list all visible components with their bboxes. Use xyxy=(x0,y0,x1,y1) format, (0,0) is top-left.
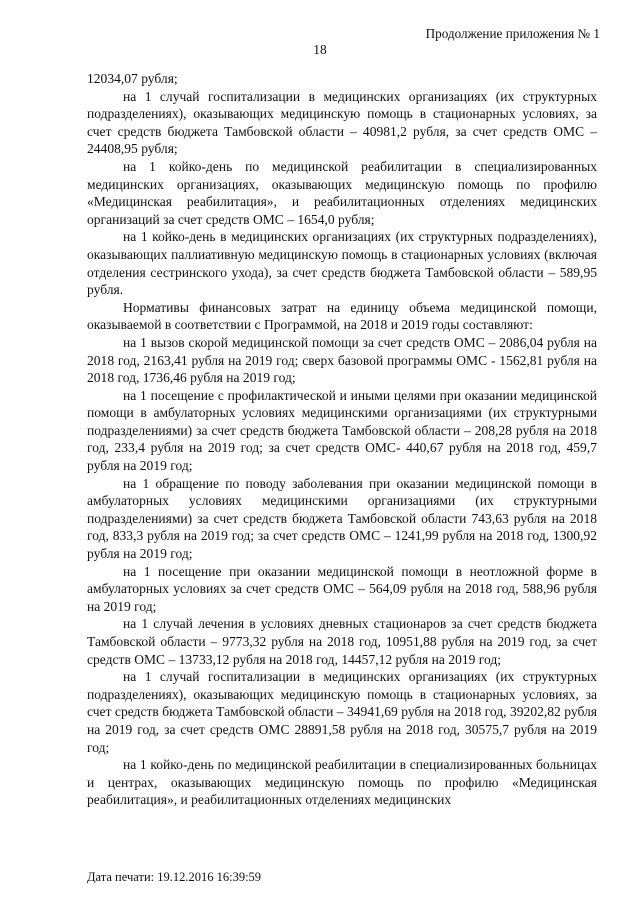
paragraph: 12034,07 рубля; xyxy=(87,71,178,86)
paragraph: на 1 случай госпитализации в медицинских организациях (их структурных подразделениях), оказывающих медицинскую помощь в стационарных условиях, за счет средств бюджета Тамбовской области – 40981,2 рубля, за счет средств ОМС – 24408,95 рубля; xyxy=(87,88,597,157)
page-number: 18 xyxy=(313,42,327,57)
paragraph: на 1 койко-день по медицинской реабилитации в специализированных медицинских организациях, оказывающих медицинскую помощь по профилю «Медицинская реабилитация», и реабилитационных отделениях медицинских организаций за счет средств ОМС – 1654,0 рубля; xyxy=(87,158,597,227)
paragraph: на 1 вызов скорой медицинской помощи за счет средств ОМС – 2086,04 рубля на 2018 год, 2163,41 рубля на 2019 год; сверх базовой программы ОМС - 1562,81 рубля на 2018 год, 1736,46 рубля на 2019 год; xyxy=(87,334,597,386)
appendix-note: Продолжение приложения № 1 xyxy=(425,26,600,41)
paragraph: на 1 посещение при оказании медицинской помощи в неотложной форме в амбулаторных условиях за счет средств ОМС – 564,09 рубля на 2018 год, 588,96 рубля на 2019 год; xyxy=(87,563,597,614)
print-date: Дата печати: 19.12.2016 16:39:59 xyxy=(87,870,262,884)
paragraph: на 1 обращение по поводу заболевания при оказании медицинской помощи в амбулаторных условиях медицинскими организациями (их структурными подразделениями) за счет средств бюджета Тамбовской области 743,63 рубля на 2018 год, 833,3 рубля на 2019 год; за счет средств ОМС – 1241,99 рубля на 2018 год, 1300,92 рубля на 2019 год; xyxy=(87,475,597,562)
paragraph: на 1 случай лечения в условиях дневных стационаров за счет средств бюджета Тамбовской области – 9773,32 рубля на 2018 год, 10951,88 рубля на 2019 год, за счет средств ОМС – 13733,12 рубля на 2018 год, 14457,12 рубля на 2019 год; xyxy=(87,616,597,667)
paragraph: на 1 посещение с профилактической и иными целями при оказании медицинской помощи в амбулаторных условиях медицинскими организациями (их структурными подразделениями) за счет средств бюджета Тамбовской области – 208,28 рубля на 2018 год, 233,4 рубля на 2019 год; за счет средств ОМС- 440,67 рубля на 2018 год, 459,7 рубля на 2019 год; xyxy=(87,387,597,474)
paragraph: на 1 койко-день в медицинских организациях (их структурных подразделениях), оказывающих паллиативную медицинскую помощь в стационарных условиях (включая отделения сестринского ухода), за счет средств бюджета Тамбовской области – 589,95 рубля. xyxy=(87,229,597,298)
document-body xyxy=(87,70,597,809)
paragraph: Нормативы финансовых затрат на единицу объема медицинской помощи, оказываемой в соответствии с Программой, на 2018 и 2019 годы составляют: xyxy=(87,299,597,333)
paragraph: на 1 случай госпитализации в медицинских организациях (их структурных подразделениях), оказывающих медицинскую помощь в стационарных условиях, за счет средств бюджета Тамбовской области – 34941,69 рубля на 2018 год, 39202,82 рубля на 2019 год, за счет средств ОМС 28891,58 рубля на 2018 год, 30575,7 рубля на 2019 год; xyxy=(87,669,597,755)
paragraph: на 1 койко-день по медицинской реабилитации в специализированных больницах и центрах, оказывающих медицинскую помощь по профилю «Медицинская реабилитация», и реабилитационных отделениях медицинских xyxy=(87,757,597,808)
